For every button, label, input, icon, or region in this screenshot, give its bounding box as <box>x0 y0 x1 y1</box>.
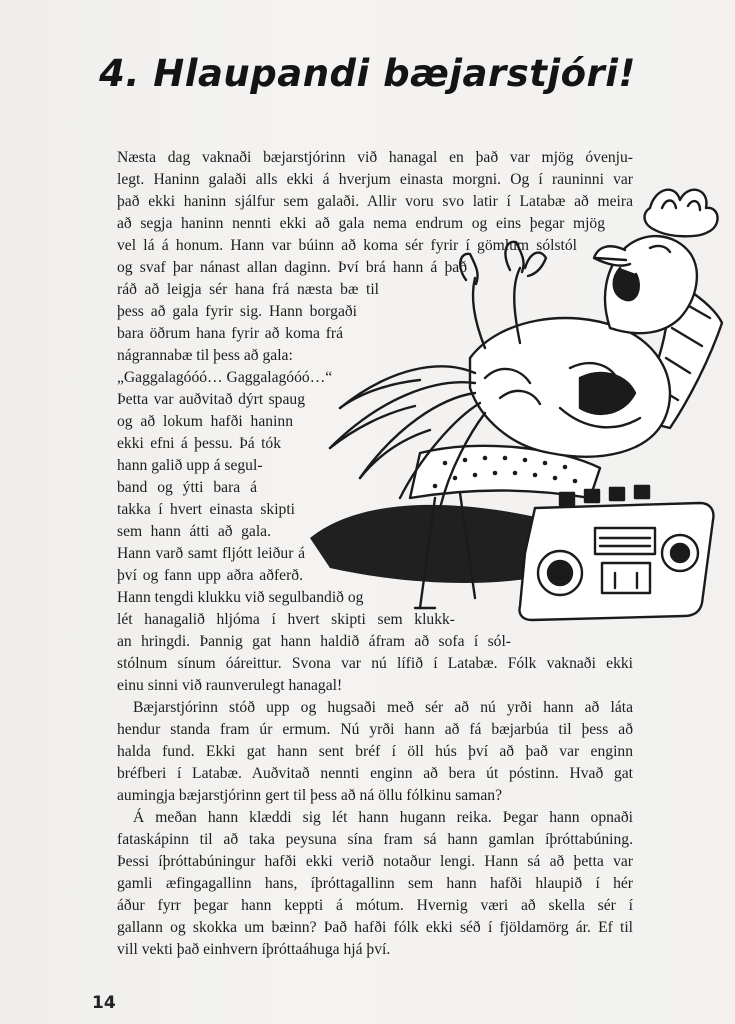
text-line: band og ýtti bara á <box>117 479 257 496</box>
text-line: Bæjarstjórinn stóð upp og hugsaði með sér að nú yrði hann að láta <box>133 699 633 716</box>
text-line: gamli æfingagallinn hans, íþróttagallinn sem hann hafði hlaupið í hér <box>117 875 633 892</box>
text-line: ekki efni á þessu. Þá tók <box>117 435 281 452</box>
text-line: halda fund. Ekki gat hann sent bréf í öll hús því að það var enginn <box>117 743 633 760</box>
page-number: 14 <box>92 993 116 1013</box>
text-line: Þetta var auðvitað dýrt spaug <box>117 391 305 408</box>
text-line: nágrannabæ til þess að gala: <box>117 347 293 364</box>
text-line: Þessi íþróttabúningur hafði ekki verið notaður lengi. Hann sá að þetta var <box>117 853 633 870</box>
text-line: einu sinni við raunverulegt hanagal! <box>117 677 343 694</box>
text-line: an hringdi. Þannig gat hann haldið áfram að sofa í sól- <box>117 633 511 650</box>
text-line: legt. Haninn galaði alls ekki á hverjum einasta morgni. Og í rauninni var <box>117 171 633 188</box>
rooster <box>470 318 670 457</box>
chapter-title: 4. Hlaupandi bæjarstjóri! <box>99 52 636 95</box>
text-line: lét hanagalið hljóma í hvert skipti sem klukk- <box>117 611 455 628</box>
text-line: Næsta dag vaknaði bæjarstjórinn við hanagal en það var mjög óvenju- <box>117 149 633 166</box>
text-line: takka í hvert einasta skipti <box>117 501 295 518</box>
rooster-in-deckchair-illustration <box>270 168 730 648</box>
text-line: vel lá á honum. Hann var búinn að koma sér fyrir í gömlum sólstól <box>117 237 577 254</box>
text-line: bara öðrum hana fyrir að koma frá <box>117 325 343 342</box>
text-line: og að lokum hafði haninn <box>117 413 293 430</box>
text-line: að segja haninn nennti ekki að gala nema endrum og eins þegar mjög <box>117 215 605 232</box>
text-line: það ekki haninn sjálfur sem galaði. Allir voru svo latir í Latabæ að meira <box>117 193 633 210</box>
text-line: fataskápinn til að taka peysuna sína fram sá hann gamlan íþróttabúning. <box>117 831 633 848</box>
text-line: áður fyrr þegar hann keppti á mótum. Hvernig væri að skella sér í <box>117 897 633 914</box>
text-line: gallann og skokka um bæinn? Það hafði fólk ekki séð í fjöldamörg ár. Ef til <box>117 919 633 936</box>
text-line: ráð að leigja sér hana frá næsta bæ til <box>117 281 379 298</box>
text-line: Á meðan hann klæddi sig lét hann hugann reika. Þegar hann opnaði <box>133 809 633 826</box>
text-line: og svaf þar nánast allan daginn. Því brá hann á það <box>117 259 467 276</box>
text-line: stólnum sínum óáreittur. Svona var nú lífið í Latabæ. Fólk vaknaði ekki <box>117 655 633 672</box>
text-line: þess að gala fyrir sig. Hann borgaði <box>117 303 357 320</box>
text-line: því og fann upp aðra aðferð. <box>117 567 303 584</box>
text-line: bréfberi í Latabæ. Auðvitað nennti enginn að bera út póstinn. Hvað gat <box>117 765 633 782</box>
text-line: Hann varð samt fljótt leiður á <box>117 545 305 562</box>
text-line: hendur standa fram úr ermum. Nú yrði hann að fá bæjarbúa til þess að <box>117 721 633 738</box>
text-line: „Gaggalagóóó… Gaggalagóóó…“ <box>117 369 333 386</box>
text-line: vill vekti það einhvern íþróttaáhuga hjá því. <box>117 941 391 958</box>
text-line: hann galið upp á segul- <box>117 457 263 474</box>
text-line: sem hann átti að gala. <box>117 523 271 540</box>
text-line: Hann tengdi klukku við segulbandið og <box>117 589 364 606</box>
text-line: aumingja bæjarstjórinn gert til þess að ná öllu fólkinu saman? <box>117 787 503 804</box>
